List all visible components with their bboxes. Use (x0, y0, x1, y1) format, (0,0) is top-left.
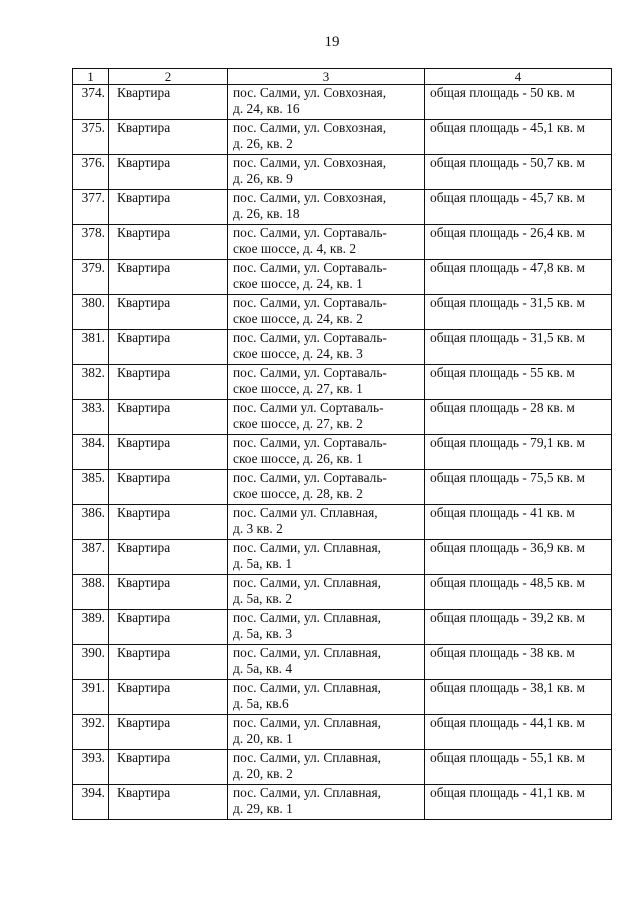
property-address (228, 575, 425, 610)
property-area: общая площадь - 55,1 кв. м (425, 750, 612, 785)
table-row (73, 225, 612, 260)
property-type: Квартира (109, 610, 228, 645)
address-line: пос. Салми ул. Сортаваль- (233, 400, 384, 415)
property-area: общая площадь - 44,1 кв. м (425, 715, 612, 750)
table-row (73, 575, 612, 610)
address-line: д. 5а, кв. 4 (233, 661, 293, 676)
property-address (228, 330, 425, 365)
property-type: Квартира (109, 505, 228, 540)
property-area: общая площадь - 41,1 кв. м (425, 785, 612, 820)
table-row (73, 505, 612, 540)
address-line: д. 24, кв. 16 (233, 101, 300, 116)
property-type: Квартира (109, 155, 228, 190)
property-type: Квартира (109, 470, 228, 505)
property-type: Квартира (109, 400, 228, 435)
property-address (228, 610, 425, 645)
property-type: Квартира (109, 365, 228, 400)
address-line: ское шоссе, д. 24, кв. 2 (233, 311, 363, 326)
property-type: Квартира (109, 540, 228, 575)
address-line: пос. Салми, ул. Совхозная, (233, 190, 387, 205)
property-type: Квартира (109, 575, 228, 610)
row-number: 379. (73, 260, 109, 295)
property-address (228, 225, 425, 260)
property-type: Квартира (109, 120, 228, 155)
table-body (73, 85, 612, 820)
table-row (73, 645, 612, 680)
address-line: пос. Салми, ул. Сплавная, (233, 785, 381, 800)
property-area: общая площадь - 31,5 кв. м (425, 330, 612, 365)
table-row (73, 435, 612, 470)
table-row (73, 295, 612, 330)
address-line: пос. Салми, ул. Сортаваль- (233, 365, 387, 380)
property-address (228, 505, 425, 540)
table-row (73, 400, 612, 435)
table-row (73, 680, 612, 715)
property-address (228, 120, 425, 155)
property-area: общая площадь - 45,1 кв. м (425, 120, 612, 155)
property-area: общая площадь - 55 кв. м (425, 365, 612, 400)
address-line: д. 26, кв. 2 (233, 136, 293, 151)
address-line: пос. Салми, ул. Сплавная, (233, 645, 381, 660)
property-area: общая площадь - 28 кв. м (425, 400, 612, 435)
address-line: д. 26, кв. 9 (233, 171, 293, 186)
row-number: 374. (73, 85, 109, 120)
property-address (228, 540, 425, 575)
column-header-number: 1 (73, 69, 109, 85)
property-type: Квартира (109, 785, 228, 820)
address-line: ское шоссе, д. 24, кв. 1 (233, 276, 363, 291)
table-row (73, 155, 612, 190)
row-number: 380. (73, 295, 109, 330)
address-line: пос. Салми, ул. Сортаваль- (233, 470, 387, 485)
address-line: пос. Салми, ул. Совхозная, (233, 155, 387, 170)
row-number: 377. (73, 190, 109, 225)
address-line: д. 5а, кв.6 (233, 696, 289, 711)
table-row (73, 190, 612, 225)
table-row (73, 610, 612, 645)
address-line: пос. Салми, ул. Сплавная, (233, 610, 381, 625)
property-area: общая площадь - 38 кв. м (425, 645, 612, 680)
property-address (228, 295, 425, 330)
row-number: 381. (73, 330, 109, 365)
property-area: общая площадь - 41 кв. м (425, 505, 612, 540)
address-line: пос. Салми ул. Сплавная, (233, 505, 378, 520)
column-header-area: 4 (425, 69, 612, 85)
table-row (73, 750, 612, 785)
property-area: общая площадь - 36,9 кв. м (425, 540, 612, 575)
address-line: д. 3 кв. 2 (233, 521, 283, 536)
address-line: пос. Салми, ул. Сортаваль- (233, 225, 387, 240)
property-address (228, 785, 425, 820)
address-line: д. 20, кв. 2 (233, 766, 293, 781)
table-header (73, 69, 612, 85)
row-number: 394. (73, 785, 109, 820)
property-area: общая площадь - 38,1 кв. м (425, 680, 612, 715)
row-number: 390. (73, 645, 109, 680)
property-address (228, 470, 425, 505)
address-line: пос. Салми, ул. Сплавная, (233, 750, 381, 765)
address-line: пос. Салми, ул. Сортаваль- (233, 435, 387, 450)
address-line: д. 5а, кв. 2 (233, 591, 293, 606)
column-header-type: 2 (109, 69, 228, 85)
property-area: общая площадь - 31,5 кв. м (425, 295, 612, 330)
property-type: Квартира (109, 715, 228, 750)
table-row (73, 715, 612, 750)
row-number: 375. (73, 120, 109, 155)
address-line: пос. Салми, ул. Сплавная, (233, 715, 381, 730)
property-address (228, 85, 425, 120)
row-number: 384. (73, 435, 109, 470)
address-line: д. 5а, кв. 1 (233, 556, 293, 571)
property-type: Квартира (109, 680, 228, 715)
address-line: ское шоссе, д. 24, кв. 3 (233, 346, 363, 361)
row-number: 388. (73, 575, 109, 610)
header-row (73, 69, 612, 85)
address-line: пос. Салми, ул. Сортаваль- (233, 260, 387, 275)
property-type: Квартира (109, 225, 228, 260)
address-line: пос. Салми, ул. Совхозная, (233, 120, 387, 135)
column-header-address: 3 (228, 69, 425, 85)
table-row (73, 260, 612, 295)
property-area: общая площадь - 26,4 кв. м (425, 225, 612, 260)
address-line: пос. Салми, ул. Сплавная, (233, 680, 381, 695)
address-line: д. 29, кв. 1 (233, 801, 293, 816)
property-address (228, 680, 425, 715)
property-table (72, 68, 612, 820)
row-number: 393. (73, 750, 109, 785)
address-line: ское шоссе, д. 27, кв. 1 (233, 381, 363, 396)
address-line: д. 26, кв. 18 (233, 206, 300, 221)
row-number: 376. (73, 155, 109, 190)
table-row (73, 330, 612, 365)
property-address (228, 750, 425, 785)
property-area: общая площадь - 45,7 кв. м (425, 190, 612, 225)
table-row (73, 85, 612, 120)
address-line: пос. Салми, ул. Совхозная, (233, 85, 387, 100)
property-type: Квартира (109, 435, 228, 470)
property-type: Квартира (109, 260, 228, 295)
property-area: общая площадь - 75,5 кв. м (425, 470, 612, 505)
property-area: общая площадь - 50 кв. м (425, 85, 612, 120)
table-row (73, 540, 612, 575)
property-address (228, 155, 425, 190)
property-area: общая площадь - 48,5 кв. м (425, 575, 612, 610)
row-number: 378. (73, 225, 109, 260)
address-line: ское шоссе, д. 4, кв. 2 (233, 241, 357, 256)
row-number: 383. (73, 400, 109, 435)
row-number: 392. (73, 715, 109, 750)
address-line: пос. Салми, ул. Сортаваль- (233, 330, 387, 345)
row-number: 386. (73, 505, 109, 540)
table-row (73, 120, 612, 155)
property-area: общая площадь - 39,2 кв. м (425, 610, 612, 645)
property-area: общая площадь - 79,1 кв. м (425, 435, 612, 470)
property-address (228, 400, 425, 435)
property-address (228, 435, 425, 470)
address-line: ское шоссе, д. 26, кв. 1 (233, 451, 363, 466)
row-number: 389. (73, 610, 109, 645)
page-number: 19 (324, 34, 340, 50)
property-address (228, 365, 425, 400)
address-line: д. 5а, кв. 3 (233, 626, 293, 641)
property-area: общая площадь - 47,8 кв. м (425, 260, 612, 295)
property-type: Квартира (109, 645, 228, 680)
address-line: д. 20, кв. 1 (233, 731, 293, 746)
property-area: общая площадь - 50,7 кв. м (425, 155, 612, 190)
row-number: 382. (73, 365, 109, 400)
property-address (228, 260, 425, 295)
property-type: Квартира (109, 85, 228, 120)
property-type: Квартира (109, 190, 228, 225)
row-number: 391. (73, 680, 109, 715)
address-line: пос. Салми, ул. Сплавная, (233, 540, 381, 555)
property-address (228, 715, 425, 750)
property-type: Квартира (109, 750, 228, 785)
property-type: Квартира (109, 295, 228, 330)
property-address (228, 190, 425, 225)
property-address (228, 645, 425, 680)
row-number: 387. (73, 540, 109, 575)
row-number: 385. (73, 470, 109, 505)
address-line: пос. Салми, ул. Сортаваль- (233, 295, 387, 310)
table-row (73, 365, 612, 400)
address-line: ское шоссе, д. 27, кв. 2 (233, 416, 363, 431)
table-row (73, 785, 612, 820)
table-row (73, 470, 612, 505)
address-line: пос. Салми, ул. Сплавная, (233, 575, 381, 590)
address-line: ское шоссе, д. 28, кв. 2 (233, 486, 363, 501)
property-type: Квартира (109, 330, 228, 365)
